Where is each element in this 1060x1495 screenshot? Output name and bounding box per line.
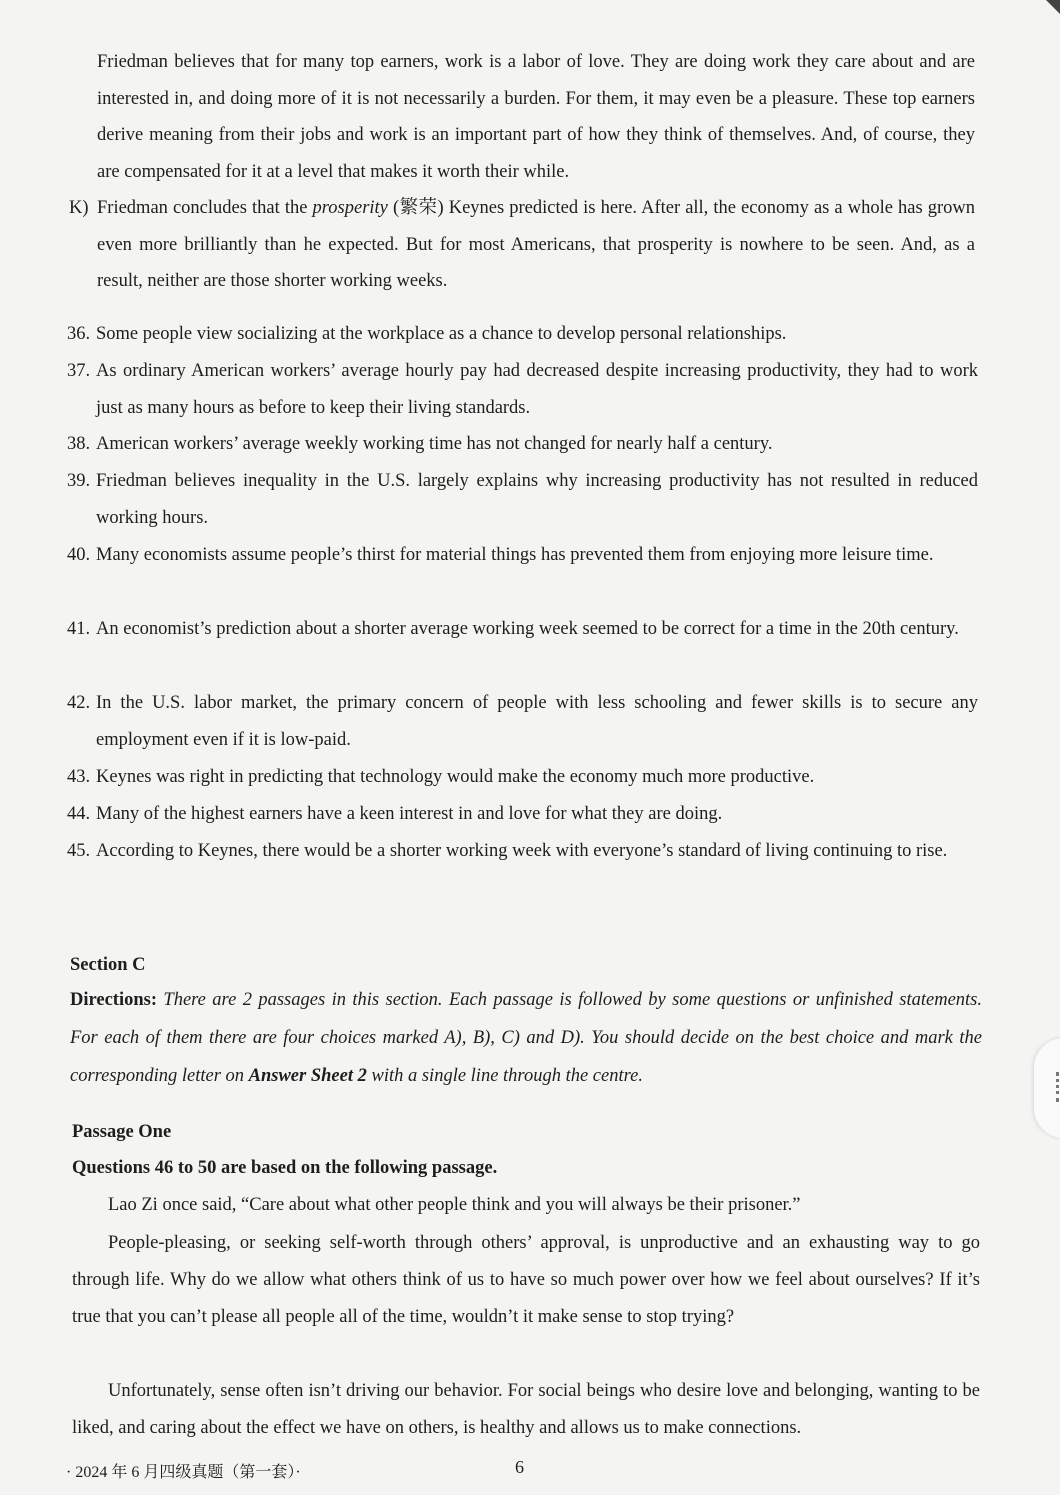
statement-text: An economist’s prediction about a shorter average working week seemed to be correct for a time in the 20th century.	[96, 619, 959, 639]
statement-text: Many economists assume people’s thirst for material things has prevented them from enjoying more leisure time.	[96, 545, 934, 565]
statement-text: Keynes was right in predicting that technology would make the economy much more productive.	[96, 767, 815, 787]
statement-text: According to Keynes, there would be a shorter working week with everyone’s standard of living continuing to rise.	[96, 841, 948, 861]
side-panel-handle[interactable]	[1034, 1038, 1060, 1138]
statement-text: American workers’ average weekly working time has not changed for nearly half a century.	[96, 434, 773, 454]
passage-paragraph-3: Unfortunately, sense often isn’t driving our behavior. For social beings who desire love and belonging, wanting to be liked, and caring about the effect we have on others, is healthy and allows us to make connections.	[72, 1381, 980, 1438]
statement-number: 41.	[67, 619, 91, 639]
directions-text-1: There are 2 passages in this section. Each passage is followed by some questions or unfinished statements. For each of them there are four choices marked A), B), C) and D). You should decide on the best choice and mark the corresponding letter on	[70, 990, 982, 1086]
answer-sheet-reference: Answer Sheet 2	[248, 1066, 367, 1086]
footer-source: · 2024 年 6 月四级真题（第一套）·	[66, 1464, 301, 1481]
page-corner-fold-icon	[1046, 0, 1060, 14]
passage-paragraph-2: People-pleasing, or seeking self-worth through others’ approval, is unproductive and an exhausting way to go through life. Why do we allow what others think of us to have so much power over how we feel about ourselves? If it’s true that you can’t please all people all of the time, wouldn’t it make sense to stop trying?	[72, 1233, 980, 1327]
statement-text: In the U.S. labor market, the primary concern of people with less schooling and fewer skills is to secure any employment even if it is low-paid.	[96, 693, 978, 750]
statement-number: 45.	[67, 841, 91, 861]
section-c-directions	[70, 981, 982, 1095]
directions-label: Directions:	[70, 990, 157, 1010]
statement-text: Friedman believes inequality in the U.S. largely explains why increasing productivity has not resulted in reduced working hours.	[96, 471, 978, 528]
statement-number: 44.	[67, 804, 91, 824]
drag-handle-icon	[1056, 1072, 1060, 1102]
section-c-title: Section C	[70, 955, 146, 975]
statement-number: 39.	[67, 471, 91, 491]
paragraph-k	[97, 190, 975, 300]
statement-text: Some people view socializing at the workplace as a chance to develop personal relationships.	[96, 324, 787, 344]
statement-number: 38.	[67, 434, 91, 454]
statement-number: 40.	[67, 545, 91, 565]
paragraph-k-text-after: Keynes predicted is here. After all, the economy as a whole has grown even more brilliantly than he expected. But for most Americans, that prosperity is nowhere to be seen. And, as a result, neither are those shorter working weeks.	[97, 198, 975, 291]
paragraph-k-label: K)	[69, 198, 89, 218]
paragraph-j-continuation: Friedman believes that for many top earners, work is a labor of love. They are doing work they care about and are interested in, and doing more of it is not necessarily a burden. For them, it may even be a pleasure. These top earners derive meaning from their jobs and work is an important part of how they think of themselves. And, of course, they are compensated for it at a level that makes it worth their while.	[97, 52, 975, 182]
statement-number: 37.	[67, 361, 91, 381]
page-number: 6	[515, 1457, 524, 1477]
passage-one-questions-line: Questions 46 to 50 are based on the following passage.	[72, 1158, 498, 1178]
statement-text: Many of the highest earners have a keen interest in and love for what they are doing.	[96, 804, 723, 824]
directions-text-2: with a single line through the centre.	[366, 1066, 643, 1086]
paragraph-k-text-before: Friedman concludes that the	[97, 198, 313, 218]
passage-paragraph-1: Lao Zi once said, “Care about what other people think and you will always be their prisoner.”	[108, 1195, 801, 1215]
statement-number: 43.	[67, 767, 91, 787]
statement-number: 36.	[67, 324, 91, 344]
paragraph-k-italic-word: prosperity	[312, 198, 388, 218]
paragraph-k-gloss: (繁荣)	[387, 198, 444, 218]
passage-one-title: Passage One	[72, 1122, 172, 1142]
statement-number: 42.	[67, 693, 91, 713]
statement-text: As ordinary American workers’ average hourly pay had decreased despite increasing productivity, they had to work just as many hours as before to keep their living standards.	[96, 361, 978, 418]
